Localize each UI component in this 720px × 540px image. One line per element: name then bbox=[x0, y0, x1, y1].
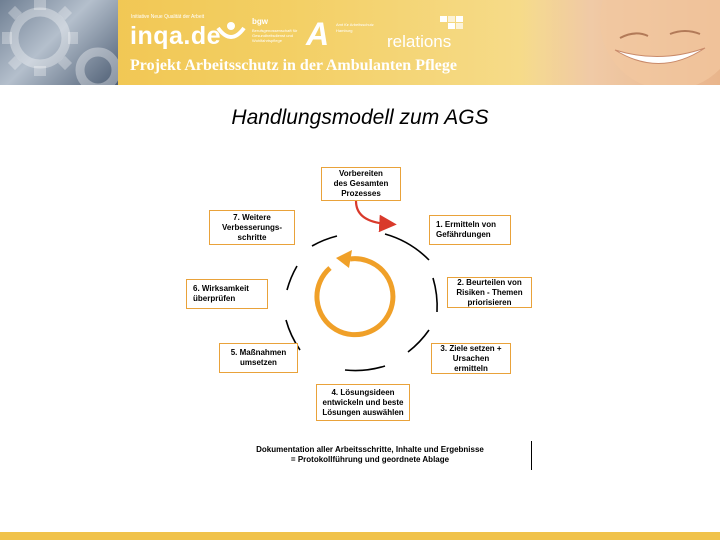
box-prepare: Vorbereiten des Gesamten Prozesses bbox=[321, 167, 401, 201]
ring-segment bbox=[433, 278, 437, 312]
box-step-6: 6. Wirksamkeit überprüfen bbox=[186, 279, 268, 309]
inqa-logo: inqa.de bbox=[130, 22, 222, 50]
ring-segment bbox=[345, 366, 385, 371]
slide-title: Handlungsmodell zum AGS bbox=[231, 106, 489, 129]
bottom-bar bbox=[0, 532, 720, 540]
amt-logo-mark: A bbox=[306, 16, 330, 52]
amt-subtitle: Amt für Arbeitsschutz Hamburg bbox=[336, 22, 374, 33]
ring-segment bbox=[408, 330, 429, 352]
bgw-subtitle: Berufsgenossenschaft für Gesundheitsdienst und Wohlfahrtspflege bbox=[252, 28, 298, 43]
start-arrow bbox=[356, 201, 388, 224]
banner-title: Projekt Arbeitsschutz in der Ambulanten Pflege bbox=[130, 57, 457, 74]
ring-segment bbox=[312, 236, 337, 246]
documentation-divider bbox=[531, 441, 532, 470]
documentation-note: Dokumentation aller Arbeitsschritte, Inhalte und Ergebnisse = Protokollführung und geordnete Ablage bbox=[256, 445, 484, 464]
box-step-2: 2. Beurteilen von Risiken - Themen priorisieren bbox=[447, 277, 532, 308]
ring-segment bbox=[287, 266, 297, 290]
ring-segment bbox=[385, 234, 429, 260]
inqa-tagline: Initiative Neue Qualität der Arbeit bbox=[131, 14, 205, 20]
relations-logo: relations bbox=[387, 32, 452, 51]
box-step-5: 5. Maßnahmen umsetzen bbox=[219, 343, 298, 373]
outer-ring bbox=[286, 234, 437, 371]
inner-arrow-head-icon bbox=[336, 250, 352, 268]
box-step-3: 3. Ziele setzen + Ursachen ermitteln bbox=[431, 343, 511, 374]
box-step-7: 7. Weitere Verbesserungs- schritte bbox=[209, 210, 295, 245]
box-step-1: 1. Ermitteln von Gefährdungen bbox=[429, 215, 511, 245]
inner-cycle-arrow bbox=[317, 259, 393, 335]
box-step-4: 4. Lösungsideen entwickeln und beste Lösungen auswählen bbox=[316, 384, 410, 421]
bgw-logo-text: bgw bbox=[252, 17, 268, 26]
